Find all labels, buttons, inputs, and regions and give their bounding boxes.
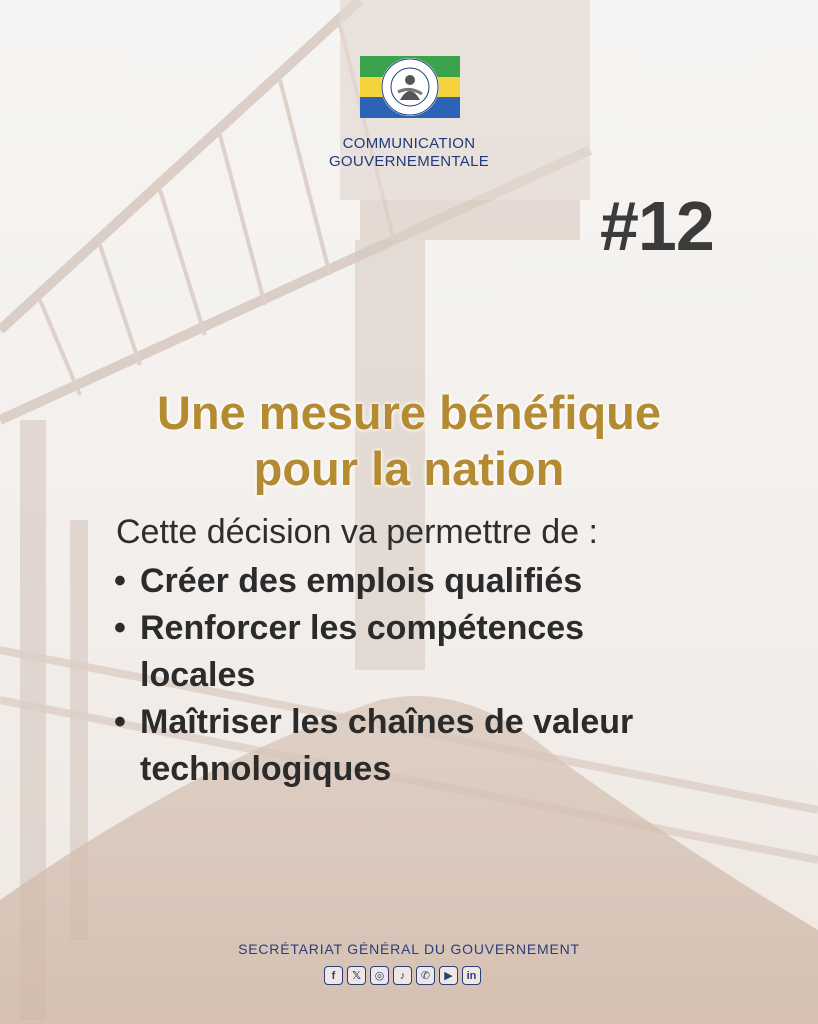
bullet-text-cont: locales [140, 656, 256, 694]
org-line-2: GOUVERNEMENTALE [328, 153, 490, 170]
bullet-dot-icon: • [114, 562, 126, 600]
bullet-text: Renforcer les compétences [140, 609, 585, 647]
facebook-icon[interactable]: f [324, 966, 343, 985]
intro-text: Cette décision va permettre de : [116, 513, 598, 551]
bullet-dot-icon: • [114, 703, 126, 741]
list-item [112, 699, 792, 793]
linkedin-icon[interactable]: in [462, 966, 481, 985]
bullet-text: Créer des emplois qualifiés [140, 562, 583, 600]
headline [60, 385, 758, 497]
org-line-1: COMMUNICATION [342, 135, 476, 152]
list-item [112, 558, 792, 605]
org-name [259, 135, 559, 171]
benefits-list [112, 558, 792, 793]
post-number: #12 [600, 187, 714, 265]
youtube-icon[interactable]: ▶ [439, 966, 458, 985]
list-item [112, 605, 792, 699]
headline-line-2: pour la nation [253, 442, 565, 495]
bullet-text-cont: technologiques [140, 750, 392, 788]
tiktok-icon[interactable]: ♪ [393, 966, 412, 985]
x-icon[interactable]: 𝕏 [347, 966, 366, 985]
bullet-text: Maîtriser les chaînes de valeur [140, 703, 634, 741]
social-links [324, 966, 481, 988]
bullet-dot-icon: • [114, 609, 126, 647]
headline-line-1: Une mesure bénéfique [156, 386, 662, 439]
gabon-emblem-logo [360, 56, 460, 118]
footer-label: SECRÉTARIAT GÉNÉRAL DU GOUVERNEMENT [238, 941, 580, 957]
instagram-icon[interactable]: ◎ [370, 966, 389, 985]
whatsapp-icon[interactable]: ✆ [416, 966, 435, 985]
